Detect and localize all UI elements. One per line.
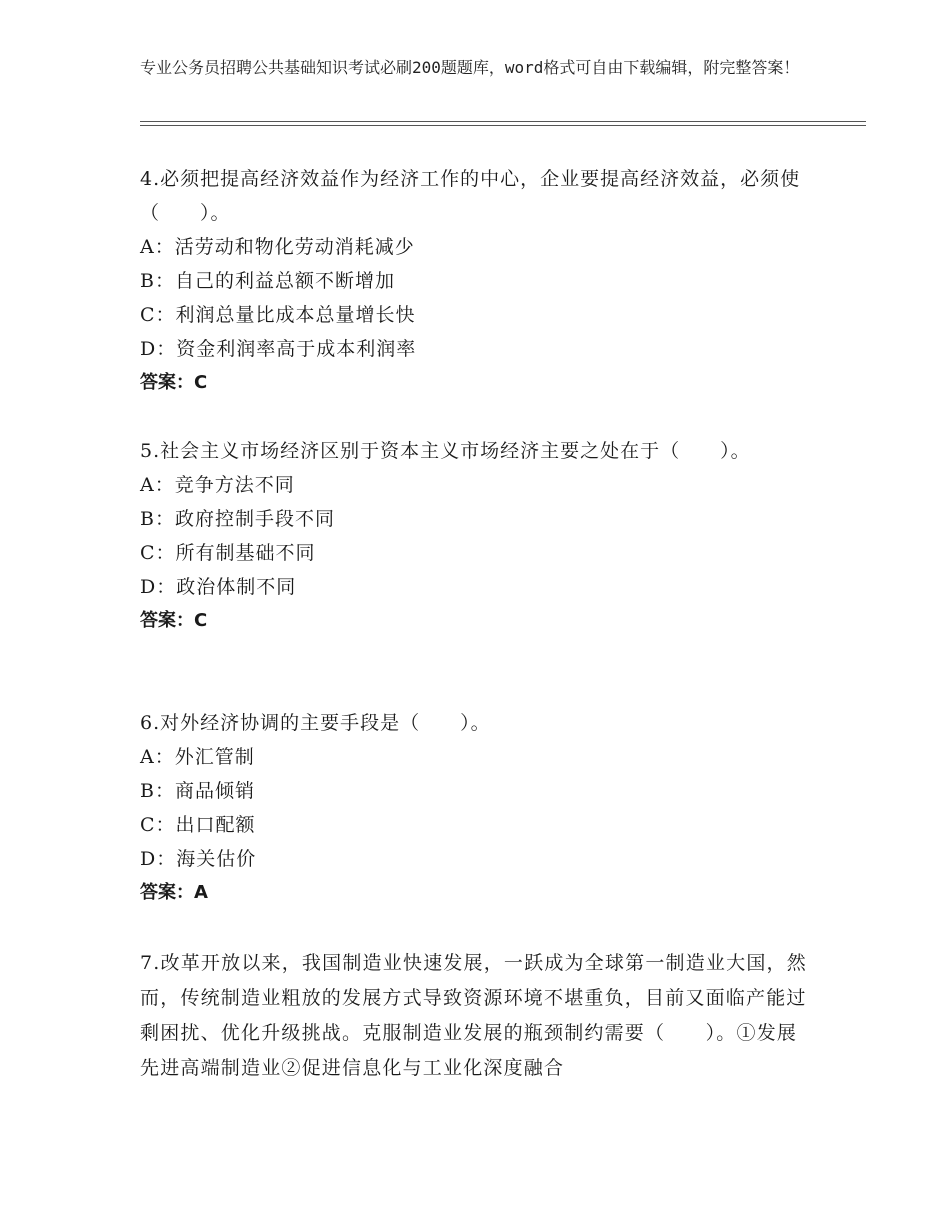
option-d: D：资金利润率高于成本利润率 [140, 338, 417, 360]
question-stem: 7.改革开放以来，我国制造业快速发展，一跃成为全球第一制造业大国，然而，传统制造业粗放的发展方式导致资源环境不堪重负，目前又面临产能过剩困扰、优化升级挑战。克服制造业发展的瓶颈制约需要（ ）。①发展先进高端制造业②促进信息化与工业化深度融合 [140, 952, 807, 1079]
answer-line: 答案：C [140, 610, 208, 631]
answer-line: 答案：A [140, 882, 208, 903]
option-b: B：商品倾销 [140, 780, 255, 802]
question-stem: 6.对外经济协调的主要手段是（ ）。 [140, 712, 491, 734]
question-stem: 4.必须把提高经济效益作为经济工作的中心，企业要提高经济效益，必须使（ ）。 [140, 168, 801, 224]
option-b: B：自己的利益总额不断增加 [140, 270, 395, 292]
option-c: C：出口配额 [140, 814, 256, 836]
header-text: 专业公务员招聘公共基础知识考试必刷200题题库，word格式可自由下载编辑，附完整答案！ [140, 58, 800, 77]
option-a: A：外汇管制 [140, 746, 255, 768]
question-7 [140, 946, 810, 1086]
option-c: C：所有制基础不同 [140, 542, 316, 564]
option-d: D：海关估价 [140, 848, 257, 870]
option-d: D：政治体制不同 [140, 576, 297, 598]
option-b: B：政府控制手段不同 [140, 508, 335, 530]
header-divider-top [140, 121, 866, 122]
header-divider-bottom [140, 125, 866, 126]
option-a: A：竞争方法不同 [140, 474, 295, 496]
option-a: A：活劳动和物化劳动消耗减少 [140, 236, 415, 258]
question-5 [140, 434, 810, 638]
option-c: C：利润总量比成本总量增长快 [140, 304, 416, 326]
question-4 [140, 162, 810, 400]
question-stem: 5.社会主义市场经济区别于资本主义市场经济主要之处在于（ ）。 [140, 440, 751, 462]
question-6 [140, 706, 810, 910]
document-header [140, 56, 820, 80]
answer-line: 答案：C [140, 372, 208, 393]
